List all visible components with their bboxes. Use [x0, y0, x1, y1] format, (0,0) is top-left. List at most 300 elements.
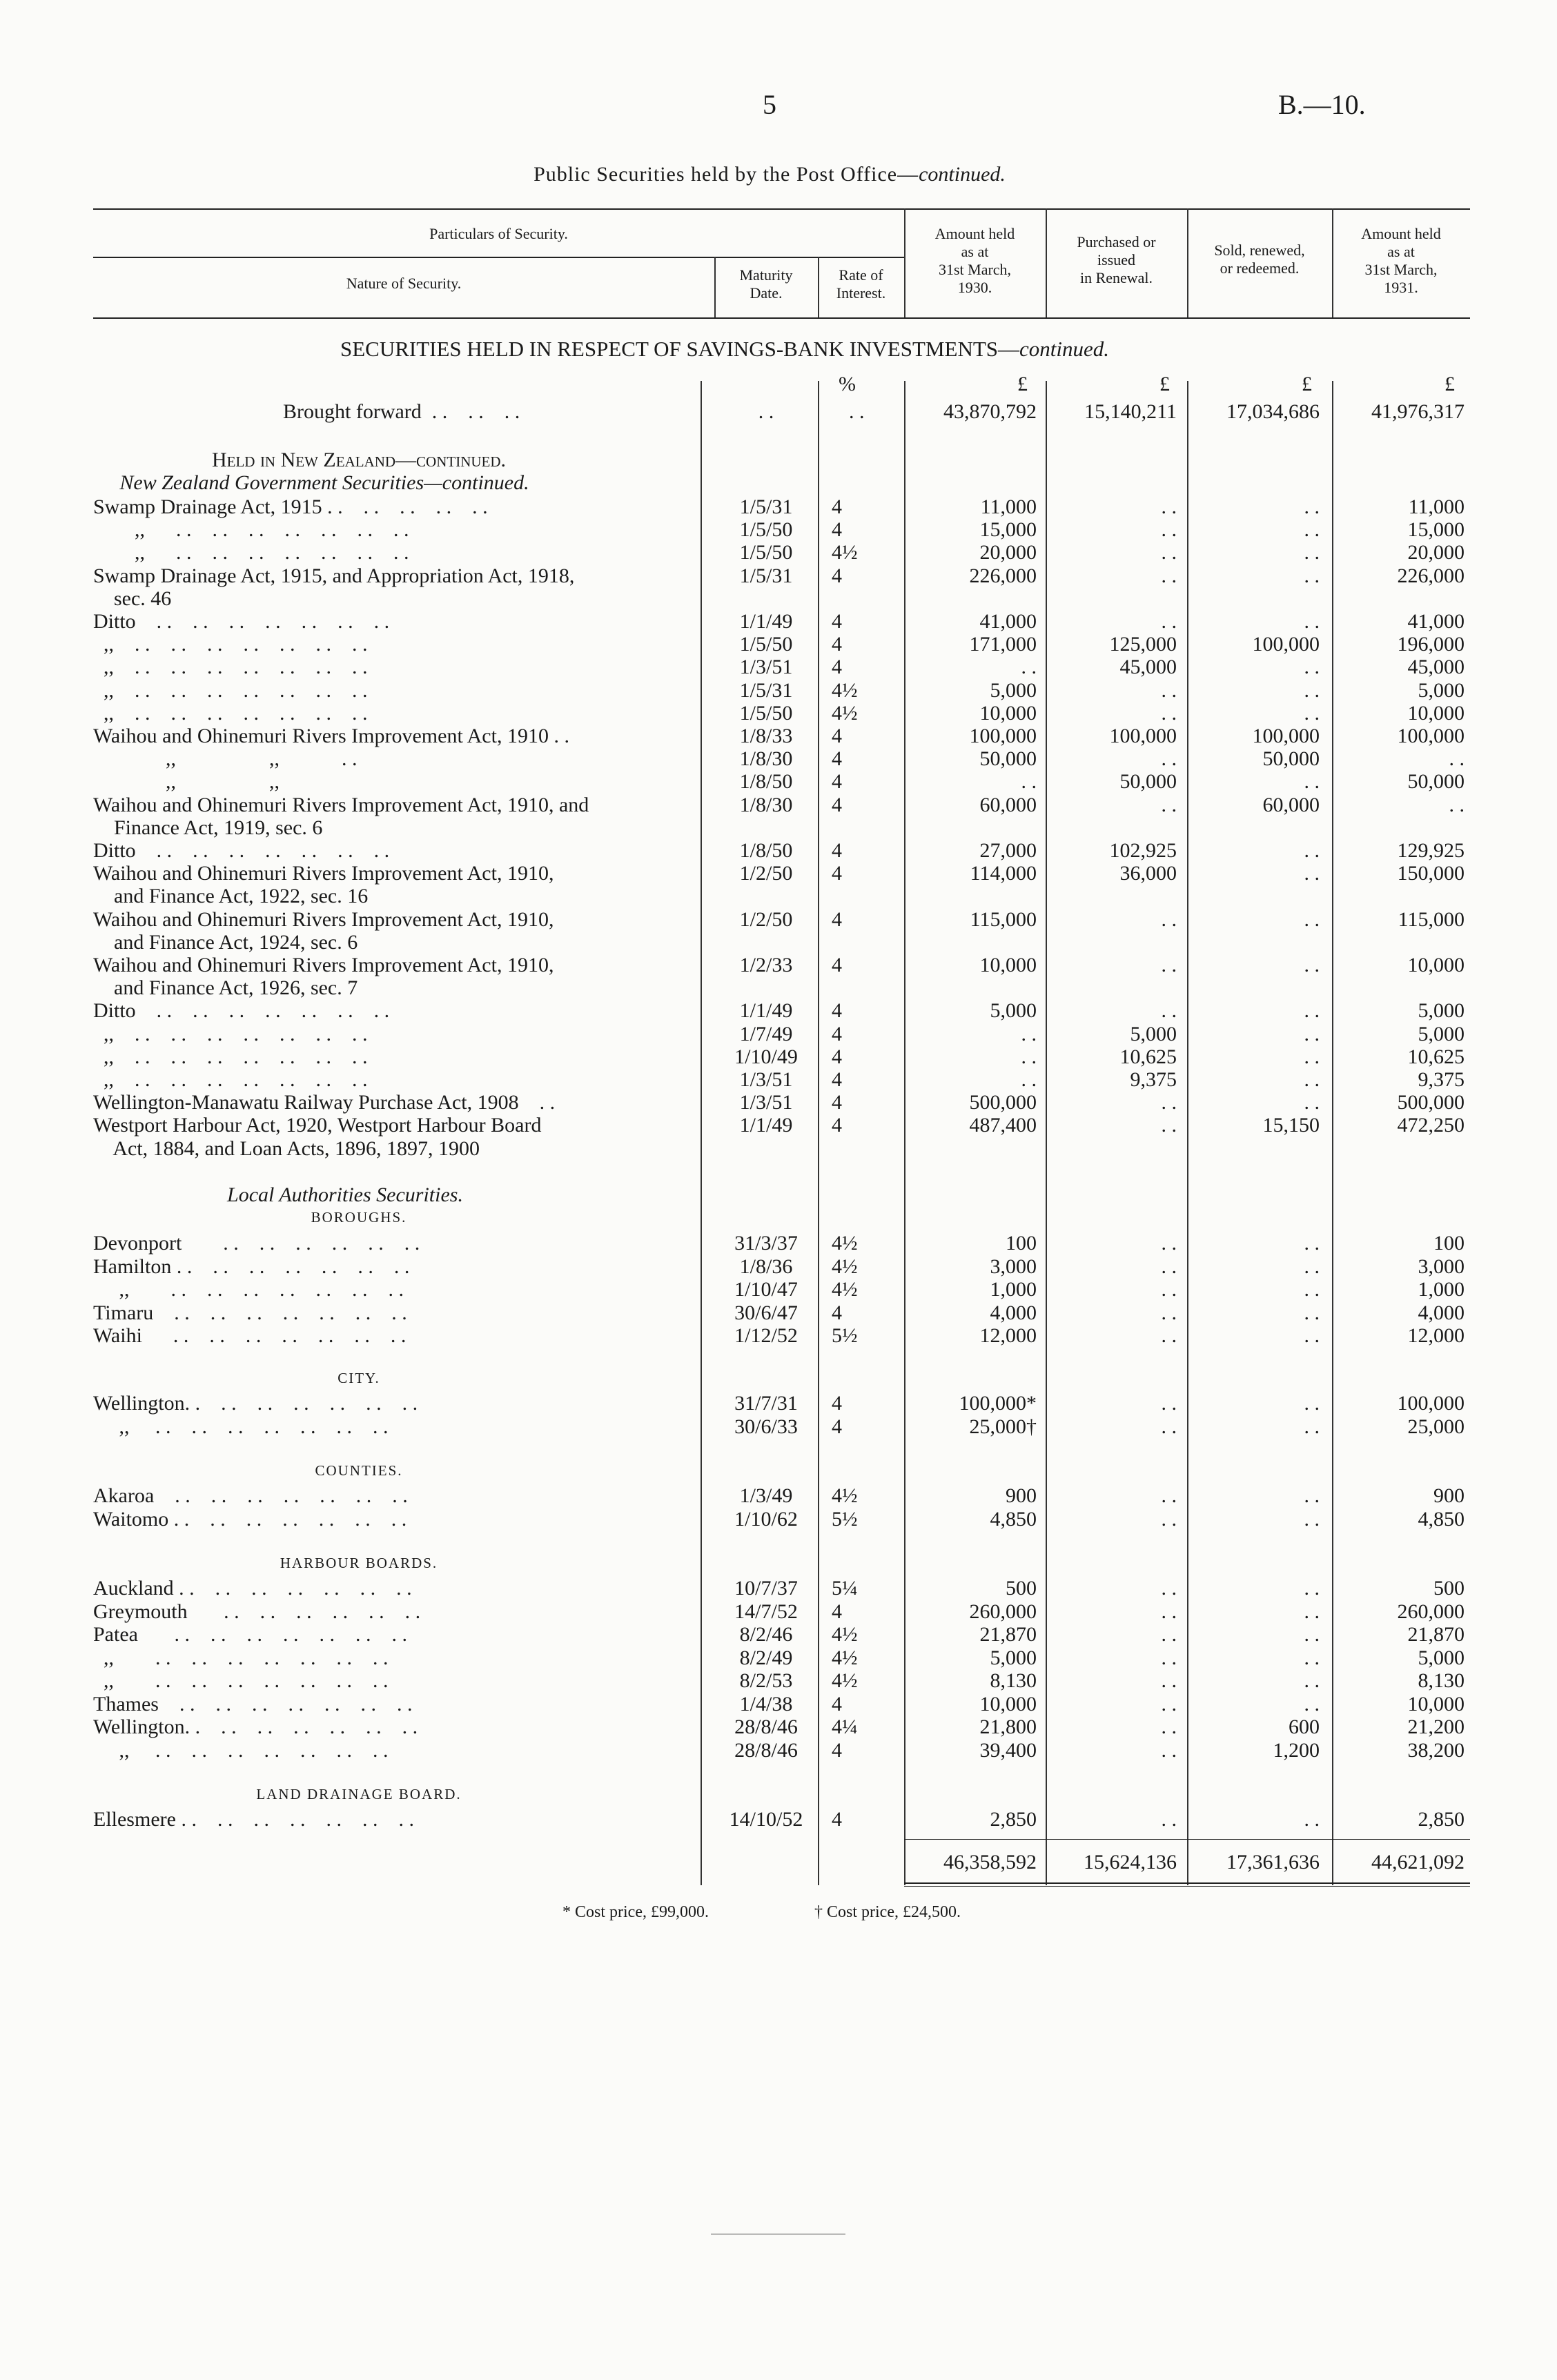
purchased-value: . .: [1161, 907, 1177, 931]
sold-value: 50,000: [1262, 747, 1320, 771]
sold-value: 1,200: [1273, 1738, 1320, 1762]
brought-forward-purchased: 15,140,211: [1084, 400, 1177, 423]
sold-value: . .: [1304, 1068, 1320, 1091]
sold-line1: Sold, renewed,: [1214, 242, 1305, 259]
interest-rate: 4: [832, 770, 842, 794]
purchased-value: . .: [1161, 1301, 1177, 1324]
table-row: [0, 1808, 1557, 1831]
held-1930-value: 21,870: [979, 1623, 1037, 1646]
sold-value: . .: [1304, 1324, 1320, 1347]
purchased-value: 100,000: [1109, 725, 1177, 747]
local-authorities-heading: Local Authorities Securities.: [227, 1183, 463, 1206]
sold-value: . .: [1304, 610, 1320, 633]
held-1930-value: 5,000: [990, 1646, 1037, 1669]
interest-rate: 4½: [832, 701, 858, 725]
nature-header: Nature of Security.: [346, 275, 462, 292]
totals-top-rule: [904, 1839, 1470, 1840]
interest-rate: 5½: [832, 1324, 858, 1347]
purchased-value: 36,000: [1119, 862, 1177, 885]
held-1931-value: 45,000: [1407, 656, 1465, 679]
table-row: [0, 702, 1557, 725]
table-row: [0, 1023, 1557, 1046]
purchased-value: . .: [1161, 1114, 1177, 1137]
header-top-rule: [93, 208, 1470, 210]
interest-rate: 4: [832, 747, 842, 771]
total-held-1931: 44,621,092: [1371, 1851, 1465, 1873]
maturity-date: 1/10/49: [734, 1045, 798, 1068]
maturity-date: 1/12/52: [734, 1324, 798, 1347]
sold-value: . .: [1304, 770, 1320, 794]
held-1930-value: 4,000: [990, 1301, 1037, 1324]
table-row: [0, 1255, 1557, 1279]
interest-rate: 4: [832, 907, 842, 931]
interest-rate: 4½: [832, 1232, 858, 1255]
interest-rate: 4½: [832, 1484, 858, 1507]
header-bottom-rule: [93, 317, 1470, 319]
interest-rate: 4½: [832, 1623, 858, 1646]
held-1931-value: 9,375: [1418, 1068, 1465, 1091]
maturity-date: 31/7/31: [734, 1392, 798, 1415]
sold-value: . .: [1304, 1278, 1320, 1301]
held-1931-line2: as at: [1387, 243, 1415, 260]
interest-rate: 4: [832, 1022, 842, 1045]
purchased-value: . .: [1161, 747, 1177, 771]
security-name: Waihou and Ohinemuri Rivers Improvement Act, 1910, and: [93, 793, 589, 816]
sold-value: . .: [1304, 1392, 1320, 1415]
interest-rate: 4½: [832, 541, 858, 564]
held-1930-value: 500,000: [969, 1091, 1037, 1114]
totals-bottom-rule: [904, 1882, 1470, 1884]
maturity-date: 1/8/33: [739, 725, 793, 747]
security-name: ,, . . . . . . . . . . . . . .: [93, 678, 368, 702]
purchased-value: . .: [1161, 1392, 1177, 1415]
sold-value: 100,000: [1252, 633, 1320, 656]
table-row: [0, 816, 1557, 840]
maturity-date: 1/2/50: [739, 907, 793, 931]
purchased-value: . .: [1161, 793, 1177, 816]
sold-value: 600: [1289, 1715, 1320, 1738]
security-name: and Finance Act, 1926, sec. 7: [93, 976, 358, 1000]
held-1930-value: 171,000: [969, 633, 1037, 656]
brought-forward-sold: 17,034,686: [1226, 400, 1320, 423]
interest-rate: 4: [832, 1808, 842, 1831]
held-1930-line2: as at: [961, 243, 989, 260]
sold-value: . .: [1304, 701, 1320, 725]
security-name: Waihou and Ohinemuri Rivers Improvement Act, 1910 . .: [93, 725, 569, 747]
table-row: [0, 747, 1557, 771]
maturity-date: 14/7/52: [734, 1600, 798, 1623]
held-in-nz-heading: Held in New Zealand—continued.: [211, 449, 507, 471]
rate-header: [818, 266, 904, 302]
interest-rate: 4½: [832, 1669, 858, 1692]
purchased-value: . .: [1161, 1255, 1177, 1278]
maturity-header-line2: Date.: [750, 284, 783, 302]
security-name: Ditto . . . . . . . . . . . . . .: [93, 839, 390, 862]
held-1930-value: 5,000: [990, 999, 1037, 1023]
maturity-date: 10/7/37: [734, 1577, 798, 1600]
maturity-date: 1/10/62: [734, 1507, 798, 1531]
security-name: ,, . . . . . . . . . . . . . .: [93, 1022, 368, 1045]
sold-value: . .: [1304, 541, 1320, 564]
held-1931-line1: Amount held: [1361, 225, 1441, 242]
security-name: ,, ,,: [93, 770, 280, 794]
table-row: [0, 1392, 1557, 1415]
held-1930-value: . .: [1021, 1045, 1037, 1068]
held-1930-line1: Amount held: [934, 225, 1015, 242]
held-1931-value: 2,850: [1418, 1808, 1465, 1831]
interest-rate: 4½: [832, 1278, 858, 1301]
table-row: [0, 1577, 1557, 1600]
security-name: ,, . . . . . . . . . . . . . .: [93, 701, 368, 725]
held-1930-value: 900: [1006, 1484, 1037, 1507]
percent-symbol: %: [839, 373, 856, 395]
security-name: Devonport . . . . . . . . . . . .: [93, 1232, 420, 1255]
held-1930-value: 10,000: [979, 701, 1037, 725]
held-1931-value: 5,000: [1418, 1022, 1465, 1045]
rate-header-line2: Interest.: [836, 284, 886, 302]
maturity-date: 1/8/30: [739, 747, 793, 771]
held-1930-value: . .: [1021, 1068, 1037, 1091]
maturity-date: 1/3/51: [739, 1091, 793, 1114]
purchased-value: . .: [1161, 1669, 1177, 1692]
currency-held-1931: £: [1445, 373, 1455, 395]
interest-rate: 4½: [832, 678, 858, 702]
held-1930-line3: 31st March,: [938, 261, 1012, 278]
section-title-continued: continued.: [1019, 337, 1110, 361]
sold-value: 60,000: [1262, 793, 1320, 816]
security-name: sec. 46: [93, 587, 172, 610]
interest-rate: 4: [832, 495, 842, 518]
held-1931-value: 100,000: [1397, 725, 1465, 747]
interest-rate: 5½: [832, 1507, 858, 1531]
held-1930-value: 5,000: [990, 678, 1037, 702]
interest-rate: 4: [832, 1091, 842, 1114]
interest-rate: 4: [832, 999, 842, 1023]
table-row: [0, 1301, 1557, 1325]
security-name: ,, . . . . . . . . . . . . . .: [93, 518, 409, 542]
security-name: Ditto . . . . . . . . . . . . . .: [93, 610, 390, 633]
held-1930-value: 8,130: [990, 1669, 1037, 1692]
security-name: and Finance Act, 1924, sec. 6: [93, 930, 358, 954]
held-1931-value: 5,000: [1418, 1646, 1465, 1669]
maturity-date: 1/1/49: [739, 999, 793, 1023]
held-1931-value: 100: [1433, 1232, 1465, 1255]
maturity-date: 1/1/49: [739, 610, 793, 633]
purchased-value: . .: [1161, 1692, 1177, 1715]
security-name: Swamp Drainage Act, 1915, and Appropriation Act, 1918,: [93, 564, 575, 587]
held-1931-value: . .: [1449, 793, 1465, 816]
held-1931-value: 8,130: [1418, 1669, 1465, 1692]
table-row: [0, 794, 1557, 817]
table-row: [0, 1232, 1557, 1255]
maturity-date: 1/8/36: [739, 1255, 793, 1278]
held-1930-value: 25,000†: [969, 1415, 1037, 1438]
purchased-line2: issued: [1097, 251, 1135, 268]
table-row: [0, 999, 1557, 1023]
held-1930-value: 100,000: [969, 725, 1037, 747]
security-name: Ellesmere . . . . . . . . . . . . . .: [93, 1808, 414, 1831]
purchased-value: 125,000: [1109, 633, 1177, 656]
purchased-value: 50,000: [1119, 770, 1177, 794]
sold-line2: or redeemed.: [1220, 259, 1300, 277]
brought-forward-held-1930: 43,870,792: [943, 400, 1037, 423]
interest-rate: 4: [832, 564, 842, 587]
interest-rate: 4: [832, 1045, 842, 1068]
held-1930-value: 260,000: [969, 1600, 1037, 1623]
interest-rate: 4: [832, 1738, 842, 1762]
table-row: [0, 885, 1557, 908]
purchased-value: . .: [1161, 1278, 1177, 1301]
held-1931-value: 150,000: [1397, 862, 1465, 885]
table-row: [0, 1508, 1557, 1531]
held-1930-header: [904, 225, 1046, 297]
interest-rate: 4: [832, 656, 842, 679]
held-1930-value: 2,850: [990, 1808, 1037, 1831]
purchased-value: . .: [1161, 1738, 1177, 1762]
maturity-date: 1/10/47: [734, 1278, 798, 1301]
rate-header-line1: Rate of: [839, 266, 883, 284]
particulars-header: Particulars of Security.: [429, 225, 568, 242]
maturity-date: 28/8/46: [734, 1715, 798, 1738]
security-name: ,, ,, . .: [93, 747, 358, 771]
maturity-date: 8/2/53: [739, 1669, 793, 1692]
security-name: ,, . . . . . . . . . . . . . .: [93, 1068, 368, 1091]
table-row: [0, 839, 1557, 863]
sold-value: . .: [1304, 1600, 1320, 1623]
held-1931-value: . .: [1449, 747, 1465, 771]
security-name: Thames . . . . . . . . . . . . . .: [93, 1692, 413, 1715]
held-1930-value: 10,000: [979, 1692, 1037, 1715]
table-row: [0, 541, 1557, 564]
purchased-value: . .: [1161, 610, 1177, 633]
brought-forward-held-1931: 41,976,317: [1371, 400, 1465, 423]
purchased-value: 9,375: [1130, 1068, 1177, 1091]
maturity-date: 1/5/50: [739, 701, 793, 725]
currency-purchased: £: [1159, 373, 1170, 395]
held-1931-value: 226,000: [1397, 564, 1465, 587]
maturity-date: 1/5/50: [739, 633, 793, 656]
maturity-header-line1: Maturity: [739, 266, 793, 284]
sold-value: . .: [1304, 1232, 1320, 1255]
purchased-value: . .: [1161, 1577, 1177, 1600]
purchased-value: . .: [1161, 1232, 1177, 1255]
sold-value: . .: [1304, 1045, 1320, 1068]
held-1931-value: 10,625: [1407, 1045, 1465, 1068]
purchased-value: 45,000: [1119, 656, 1177, 679]
held-1931-value: 15,000: [1407, 518, 1465, 542]
purchased-value: . .: [1161, 1808, 1177, 1831]
sold-value: . .: [1304, 495, 1320, 518]
maturity-date: 30/6/47: [734, 1301, 798, 1324]
security-name: ,, . . . . . . . . . . . . . .: [93, 1646, 389, 1669]
held-1930-value: 115,000: [970, 907, 1037, 931]
brought-forward-row: [0, 400, 1557, 424]
interest-rate: 4: [832, 839, 842, 862]
held-1930-value: 1,000: [990, 1278, 1037, 1301]
held-1931-value: 50,000: [1407, 770, 1465, 794]
held-1931-value: 21,200: [1407, 1715, 1465, 1738]
brought-forward-label: Brought forward . . . . . .: [283, 400, 520, 423]
page-number: 5: [763, 89, 776, 120]
interest-rate: 4: [832, 610, 842, 633]
sold-value: . .: [1304, 954, 1320, 976]
interest-rate: 4: [832, 1301, 842, 1324]
interest-rate: 4: [832, 954, 842, 976]
sold-value: . .: [1304, 1301, 1320, 1324]
table-row: [0, 725, 1557, 748]
table-row: [0, 976, 1557, 1000]
purchased-value: . .: [1161, 1507, 1177, 1531]
table-row: [0, 495, 1557, 519]
purchased-value: . .: [1161, 564, 1177, 587]
held-1930-value: 226,000: [969, 564, 1037, 587]
boroughs-heading: BOROUGHS.: [311, 1209, 407, 1226]
table-row: [0, 564, 1557, 588]
security-name: Wellington-Manawatu Railway Purchase Act, 1908 . .: [93, 1091, 556, 1114]
table-row: [0, 1114, 1557, 1137]
held-1930-value: 50,000: [979, 747, 1037, 771]
table-row: [0, 656, 1557, 679]
security-name: Akaroa . . . . . . . . . . . . . .: [93, 1484, 408, 1507]
interest-rate: 4: [832, 1392, 842, 1415]
table-row: [0, 1715, 1557, 1739]
table-row: [0, 1415, 1557, 1439]
maturity-date: 1/5/31: [739, 495, 793, 518]
maturity-header: [714, 266, 818, 302]
table-row: [0, 1623, 1557, 1646]
held-1931-value: 4,850: [1418, 1507, 1465, 1531]
maturity-date: 1/4/38: [739, 1692, 793, 1715]
held-1930-value: . .: [1021, 656, 1037, 679]
sold-value: . .: [1304, 656, 1320, 679]
sold-value: . .: [1304, 907, 1320, 931]
purchased-value: . .: [1161, 678, 1177, 702]
held-1930-value: 487,400: [969, 1114, 1037, 1137]
purchased-value: . .: [1161, 1623, 1177, 1646]
currency-sold: £: [1302, 373, 1312, 395]
held-1931-value: 25,000: [1407, 1415, 1465, 1438]
held-1931-value: 500,000: [1397, 1091, 1465, 1114]
maturity-date: 1/7/49: [739, 1022, 793, 1045]
sold-value: . .: [1304, 1646, 1320, 1669]
held-1931-value: 10,000: [1407, 1692, 1465, 1715]
interest-rate: 4: [832, 1600, 842, 1623]
sold-value: . .: [1304, 1022, 1320, 1045]
held-1931-value: 500: [1433, 1577, 1465, 1600]
purchased-value: . .: [1161, 1324, 1177, 1347]
maturity-date: 1/8/30: [739, 793, 793, 816]
held-1930-value: 100,000*: [959, 1392, 1037, 1415]
held-1931-line3: 31st March,: [1364, 261, 1438, 278]
purchased-header: [1046, 233, 1187, 287]
security-name: Swamp Drainage Act, 1915 . . . . . . . . . .: [93, 495, 488, 518]
held-1931-value: 5,000: [1418, 999, 1465, 1023]
held-1930-value: 10,000: [979, 954, 1037, 976]
footnote-dagger: † Cost price, £24,500.: [814, 1903, 961, 1921]
security-name: Westport Harbour Act, 1920, Westport Harbour Board: [93, 1114, 542, 1137]
table-row: [0, 633, 1557, 656]
security-name: Finance Act, 1919, sec. 6: [93, 816, 323, 839]
maturity-date: 1/5/31: [739, 678, 793, 702]
held-1930-value: 41,000: [979, 610, 1037, 633]
land-drainage-heading: LAND DRAINAGE BOARD.: [256, 1786, 462, 1802]
table-row: [0, 770, 1557, 794]
sold-value: . .: [1304, 1808, 1320, 1831]
title-main: Public Securities held by the Post Office—: [533, 163, 919, 186]
table-row: [0, 679, 1557, 702]
held-1930-value: 11,000: [980, 495, 1037, 518]
security-name: ,, . . . . . . . . . . . . . .: [93, 1415, 389, 1438]
held-1931-value: 900: [1433, 1484, 1465, 1507]
held-1931-value: 10,000: [1407, 954, 1465, 976]
held-1931-value: 129,925: [1397, 839, 1465, 862]
table-row: [0, 862, 1557, 885]
maturity-date: 1/1/49: [739, 1114, 793, 1137]
held-1931-value: 4,000: [1418, 1301, 1465, 1324]
table-row: [0, 1324, 1557, 1348]
held-1930-value: 12,000: [979, 1324, 1037, 1347]
held-1930-value: 100: [1006, 1232, 1037, 1255]
interest-rate: 4: [832, 1415, 842, 1438]
currency-held-1930: £: [1017, 373, 1028, 395]
interest-rate: 4¼: [832, 1715, 858, 1738]
table-row: [0, 518, 1557, 542]
held-1931-value: 11,000: [1408, 495, 1465, 518]
maturity-date: 1/3/49: [739, 1484, 793, 1507]
total-purchased: 15,624,136: [1084, 1851, 1177, 1873]
held-1931-value: 196,000: [1397, 633, 1465, 656]
security-name: Waihou and Ohinemuri Rivers Improvement Act, 1910,: [93, 907, 554, 931]
security-name: ,, . . . . . . . . . . . . . .: [93, 656, 368, 679]
interest-rate: 4: [832, 1692, 842, 1715]
purchased-value: . .: [1161, 541, 1177, 564]
held-1931-value: 10,000: [1407, 701, 1465, 725]
security-name: ,, . . . . . . . . . . . . . .: [93, 1669, 389, 1692]
held-1930-value: . .: [1021, 770, 1037, 794]
held-1931-header: [1332, 225, 1470, 297]
security-name: Ditto . . . . . . . . . . . . . .: [93, 999, 390, 1023]
table-row: [0, 1091, 1557, 1114]
interest-rate: 4: [832, 518, 842, 542]
security-name: Patea . . . . . . . . . . . . . .: [93, 1623, 407, 1646]
security-name: and Finance Act, 1922, sec. 16: [93, 885, 369, 908]
held-1930-value: . .: [1021, 1022, 1037, 1045]
sold-value: . .: [1304, 1669, 1320, 1692]
counties-heading: COUNTIES.: [315, 1462, 403, 1479]
purchased-value: . .: [1161, 954, 1177, 976]
interest-rate: 4½: [832, 1646, 858, 1669]
total-held-1930: 46,358,592: [943, 1851, 1037, 1873]
security-name: Wellington. . . . . . . . . . . . . .: [93, 1392, 418, 1415]
title-continued: continued.: [919, 163, 1006, 186]
page-title: [390, 163, 1149, 186]
maturity-date: 30/6/33: [734, 1415, 798, 1438]
purchased-value: . .: [1161, 1484, 1177, 1507]
interest-rate: 4: [832, 1114, 842, 1137]
maturity-date: 31/3/37: [734, 1232, 798, 1255]
nz-government-securities-heading: New Zealand Government Securities—continued.: [119, 471, 529, 494]
interest-rate: 4: [832, 1068, 842, 1091]
sold-value: . .: [1304, 518, 1320, 542]
maturity-date: 1/2/50: [739, 862, 793, 885]
security-name: ,, . . . . . . . . . . . . . .: [93, 541, 409, 564]
held-1931-value: 100,000: [1397, 1392, 1465, 1415]
held-1931-value: 41,000: [1407, 610, 1465, 633]
purchased-value: 102,925: [1109, 839, 1177, 862]
maturity-date: 14/10/52: [729, 1808, 803, 1831]
held-1930-value: 60,000: [979, 793, 1037, 816]
particulars-underline: [93, 257, 904, 258]
